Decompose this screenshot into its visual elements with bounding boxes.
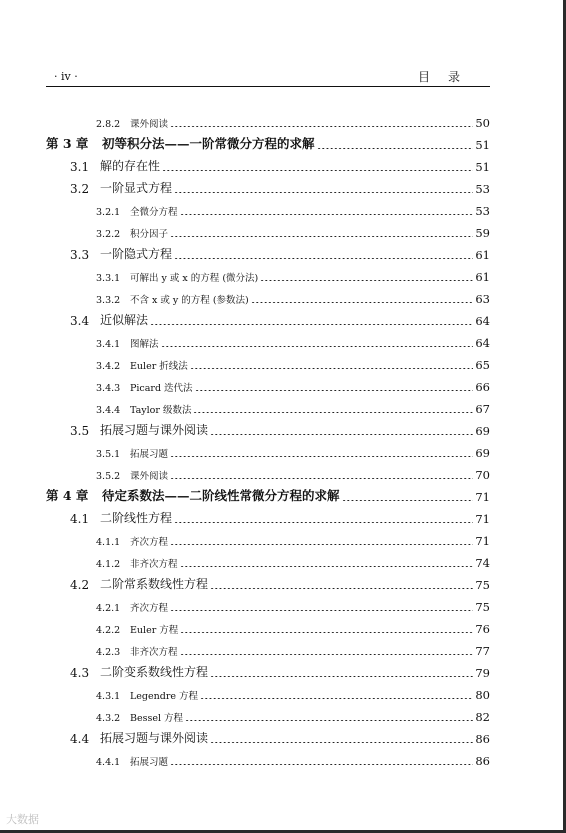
toc-entry-page-number: 53	[475, 204, 490, 218]
toc-sub-entry[interactable]	[46, 438, 490, 460]
toc-entry-page-number: 69	[475, 446, 490, 460]
toc-sub-entry[interactable]	[46, 548, 490, 570]
dot-leader	[170, 236, 473, 237]
toc-entry-number: 3.5.2	[96, 471, 121, 482]
dot-leader	[170, 544, 473, 545]
toc-entry-number: 第 3 章	[46, 136, 89, 151]
toc-entry-title: 课外阅读	[130, 119, 169, 130]
toc-sub-entry[interactable]	[46, 372, 490, 394]
toc-sub-entry[interactable]	[46, 218, 490, 240]
header-rule	[46, 86, 490, 87]
toc-entry-title: 不含 x 或 y 的方程 (参数法)	[130, 295, 249, 306]
toc-entry-title: 二阶变系数线性方程	[100, 665, 209, 679]
dot-leader	[260, 280, 473, 281]
toc-sub-entry[interactable]	[46, 284, 490, 306]
toc-entry-title: Picard 迭代法	[130, 383, 193, 394]
dot-leader	[180, 214, 474, 215]
toc-entry-number: 4.1.2	[96, 559, 121, 570]
toc-entry-title: 初等积分法——一阶常微分方程的求解	[102, 136, 315, 151]
toc-section-entry[interactable]	[46, 658, 490, 680]
toc-entry-page-number: 70	[475, 468, 490, 482]
toc-entry-page-number: 74	[475, 556, 490, 570]
toc-entry-page-number: 51	[475, 138, 490, 152]
toc-entry-page-number: 79	[475, 666, 490, 680]
dot-leader	[251, 302, 474, 303]
toc-entry-number: 3.4.4	[96, 405, 121, 416]
dot-leader	[170, 478, 473, 479]
page-header	[46, 68, 490, 86]
toc-entry-number: 3.4	[70, 314, 90, 328]
toc-sub-entry[interactable]	[46, 196, 490, 218]
toc-entry-page-number: 71	[475, 512, 490, 526]
toc-section-entry[interactable]	[46, 306, 490, 328]
toc-entry-number: 4.3.1	[96, 691, 121, 702]
dot-leader	[162, 170, 473, 171]
toc-entry-title: 待定系数法——二阶线性常微分方程的求解	[102, 488, 340, 503]
toc-entry-number: 3.4.3	[96, 383, 121, 394]
toc-entry-title: Bessel 方程	[130, 713, 184, 724]
toc-section-entry[interactable]	[46, 724, 490, 746]
toc-entry-number: 3.2.1	[96, 207, 121, 218]
toc-entry-number: 3.2	[70, 182, 90, 196]
dot-leader	[210, 676, 473, 677]
toc-sub-entry[interactable]	[46, 262, 490, 284]
toc-entry-page-number: 80	[475, 688, 490, 702]
dot-leader	[195, 390, 474, 391]
toc-entry-number: 3.4.1	[96, 339, 121, 350]
toc-entry-title: 近似解法	[100, 313, 149, 327]
toc-entry-page-number: 86	[475, 732, 490, 746]
toc-entry-number: 4.1.1	[96, 537, 121, 548]
toc-entry-page-number: 76	[475, 622, 490, 636]
toc-sub-entry[interactable]	[46, 394, 490, 416]
toc-entry-page-number: 71	[475, 490, 490, 504]
toc-entry-title: 非齐次方程	[130, 559, 178, 570]
toc-sub-entry[interactable]	[46, 108, 490, 130]
toc-sub-entry[interactable]	[46, 328, 490, 350]
toc-section-entry[interactable]	[46, 570, 490, 592]
toc-entry-title: 一阶隐式方程	[100, 247, 173, 261]
toc-entry-number: 3.4.2	[96, 361, 121, 372]
toc-entry-page-number: 59	[475, 226, 490, 240]
toc-entry-page-number: 82	[475, 710, 490, 724]
toc-entry-title: 齐次方程	[130, 537, 169, 548]
dot-leader	[174, 258, 473, 259]
toc-sub-entry[interactable]	[46, 592, 490, 614]
toc-entry-title: 拓展习题与课外阅读	[100, 731, 209, 745]
toc-entry-number: 4.3	[70, 666, 90, 680]
running-title: 目录	[417, 70, 478, 84]
dot-leader	[193, 412, 473, 413]
toc-entry-page-number: 69	[475, 424, 490, 438]
toc-entry-title: Euler 方程	[130, 625, 179, 636]
toc-sub-entry[interactable]	[46, 350, 490, 372]
toc-entry-title: Legendre 方程	[130, 691, 199, 702]
dot-leader	[174, 522, 473, 523]
toc-entry-title: 积分因子	[130, 229, 169, 240]
toc-entry-number: 4.3.2	[96, 713, 121, 724]
toc-section-entry[interactable]	[46, 152, 490, 174]
toc-entry-title: 可解出 y 或 x 的方程 (微分法)	[130, 273, 259, 284]
dot-leader	[342, 500, 474, 501]
toc-sub-entry[interactable]	[46, 614, 490, 636]
toc-sub-entry[interactable]	[46, 636, 490, 658]
toc-entry-page-number: 64	[475, 336, 490, 350]
toc-entry-number: 4.4.1	[96, 757, 121, 768]
toc-entry-number: 4.2.1	[96, 603, 121, 614]
dot-leader	[174, 192, 473, 193]
dot-leader	[210, 742, 473, 743]
dot-leader	[170, 126, 473, 127]
toc-entry-page-number: 71	[475, 534, 490, 548]
toc-entry-page-number: 61	[475, 248, 490, 262]
toc-entry-number: 第 4 章	[46, 488, 89, 503]
toc-sub-entry[interactable]	[46, 746, 490, 768]
toc-entry-number: 3.3.1	[96, 273, 121, 284]
toc-entry-number: 4.2.3	[96, 647, 121, 658]
toc-entry-page-number: 75	[475, 600, 490, 614]
toc-sub-entry[interactable]	[46, 526, 490, 548]
dot-leader	[180, 632, 473, 633]
toc-entry-number: 2.8.2	[96, 119, 121, 130]
toc-sub-entry[interactable]	[46, 680, 490, 702]
toc-entry-title: 二阶常系数线性方程	[100, 577, 209, 591]
toc-section-entry[interactable]	[46, 504, 490, 526]
toc-entry-title: 全微分方程	[130, 207, 178, 218]
dot-leader	[200, 698, 473, 699]
dot-leader	[180, 566, 474, 567]
toc-entry-page-number: 64	[475, 314, 490, 328]
toc-chapter-entry[interactable]	[46, 482, 490, 504]
toc-entry-page-number: 66	[475, 380, 490, 394]
toc-entry-title: 拓展习题与课外阅读	[100, 423, 209, 437]
toc-entry-number: 3.2.2	[96, 229, 121, 240]
dot-leader	[210, 434, 473, 435]
toc-entry-number: 4.2.2	[96, 625, 121, 636]
toc-entry-page-number: 77	[475, 644, 490, 658]
page-folio: · iv ·	[54, 70, 78, 83]
dot-leader	[170, 456, 473, 457]
toc-section-entry[interactable]	[46, 174, 490, 196]
toc-entry-number: 3.5	[70, 424, 90, 438]
toc-entry-number: 4.4	[70, 732, 90, 746]
toc-entry-page-number: 86	[475, 754, 490, 768]
toc-entry-page-number: 75	[475, 578, 490, 592]
dot-leader	[150, 324, 473, 325]
toc-entry-title: Euler 折线法	[130, 361, 188, 372]
toc-entry-page-number: 53	[475, 182, 490, 196]
toc-sub-entry[interactable]	[46, 460, 490, 482]
toc-entry-page-number: 63	[475, 292, 490, 306]
toc-entry-number: 3.3.2	[96, 295, 121, 306]
dot-leader	[170, 610, 473, 611]
toc-entry-number: 3.3	[70, 248, 90, 262]
dot-leader	[170, 764, 473, 765]
toc-entry-title: Taylor 级数法	[130, 405, 192, 416]
dot-leader	[161, 346, 474, 347]
toc-entry-title: 图解法	[130, 339, 159, 350]
toc-chapter-entry[interactable]	[46, 130, 490, 152]
toc-entry-number: 3.5.1	[96, 449, 121, 460]
dot-leader	[317, 148, 474, 149]
toc-entry-number: 4.2	[70, 578, 90, 592]
watermark: 大数据	[6, 813, 39, 826]
table-of-contents	[46, 108, 490, 768]
dot-leader	[190, 368, 474, 369]
toc-entry-page-number: 61	[475, 270, 490, 284]
dot-leader	[210, 588, 473, 589]
toc-entry-page-number: 67	[475, 402, 490, 416]
toc-entry-title: 拓展习题	[130, 757, 169, 768]
toc-entry-page-number: 65	[475, 358, 490, 372]
toc-section-entry[interactable]	[46, 416, 490, 438]
toc-entry-title: 非齐次方程	[130, 647, 178, 658]
toc-entry-title: 解的存在性	[100, 159, 161, 173]
toc-entry-number: 3.1	[70, 160, 90, 174]
toc-entry-page-number: 51	[475, 160, 490, 174]
toc-entry-page-number: 50	[475, 116, 490, 130]
toc-entry-number: 4.1	[70, 512, 90, 526]
toc-entry-title: 课外阅读	[130, 471, 169, 482]
toc-sub-entry[interactable]	[46, 702, 490, 724]
toc-entry-title: 拓展习题	[130, 449, 169, 460]
toc-entry-title: 二阶线性方程	[100, 511, 173, 525]
dot-leader	[185, 720, 473, 721]
toc-entry-title: 一阶显式方程	[100, 181, 173, 195]
toc-entry-title: 齐次方程	[130, 603, 169, 614]
dot-leader	[180, 654, 474, 655]
toc-section-entry[interactable]	[46, 240, 490, 262]
